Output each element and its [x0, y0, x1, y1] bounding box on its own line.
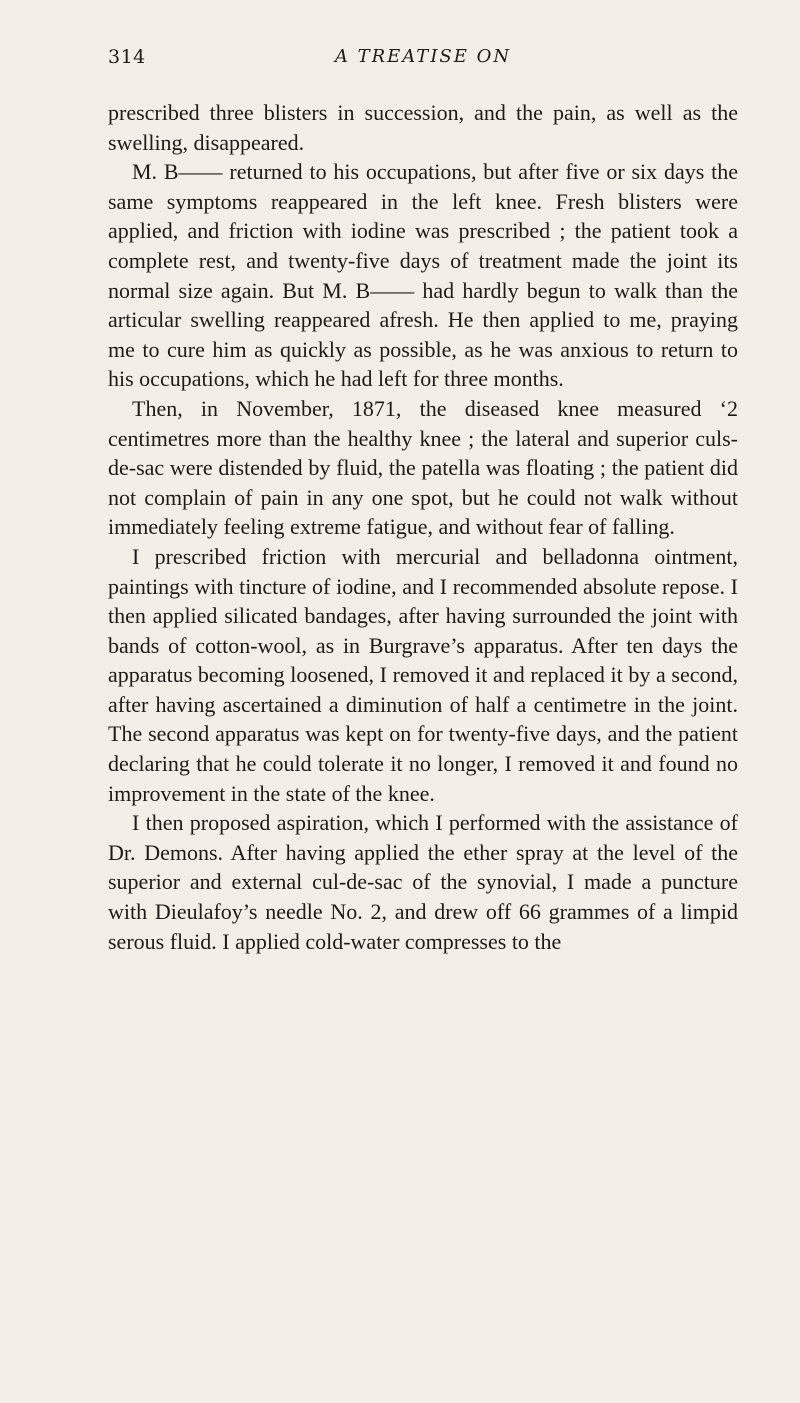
paragraph-3: Then, in November, 1871, the diseased knee measured ‘2 centimetres more than the healthy knee ; the lateral and superior culs-de-sac were distended by fluid, the patella was floating ; the patient did not complain of pain in any one spot, but he could not walk without immediately feeling extreme fatigue, and without fear of falling.: [108, 395, 738, 540]
paragraph-2: M. B—— returned to his occupations, but after five or six days the same symptoms reappeared in the left knee. Fresh blisters were applied, and friction with iodine was prescribed ; the patient took a complete rest, and twenty-five days of treatment made the joint its normal size again. But M. B—— had hardly begun to walk than the articular swelling reappeared afresh. He then applied to me, praying me to cure him as quickly as possible, as he was anxious to return to his occupations, which he had left for three months.: [108, 159, 738, 392]
paragraph-1: prescribed three blisters in succession, and the pain, as well as the swelling, disappeared.: [108, 100, 738, 155]
book-page: [0, 46, 800, 1403]
paragraph-4: I prescribed friction with mercurial and belladonna ointment, paintings with tincture of iodine, and I recommended absolute repose. I then applied silicated bandages, after having surrounded the joint with bands of cotton-wool, as in Burgrave’s apparatus. After ten days the apparatus becoming loosened, I removed it and replaced it by a second, after having ascertained a diminution of half a centimetre in the joint. The second apparatus was kept on for twenty-five days, and the patient declaring that he could tolerate it no longer, I removed it and found no improvement in the state of the knee.: [108, 543, 738, 806]
page-number: 314: [108, 46, 146, 68]
body-text: [108, 98, 738, 956]
page-header: [108, 46, 738, 86]
paragraph-5: I then proposed aspiration, which I performed with the assistance of Dr. Demons. After having applied the ether spray at the level of the superior and external cul-de-sac of the synovial, I made a puncture with Dieulafoy’s needle No. 2, and drew off 66 grammes of a limpid serous fluid. I applied cold-water compresses to the: [108, 810, 738, 954]
running-head: A TREATISE ON: [334, 46, 512, 67]
